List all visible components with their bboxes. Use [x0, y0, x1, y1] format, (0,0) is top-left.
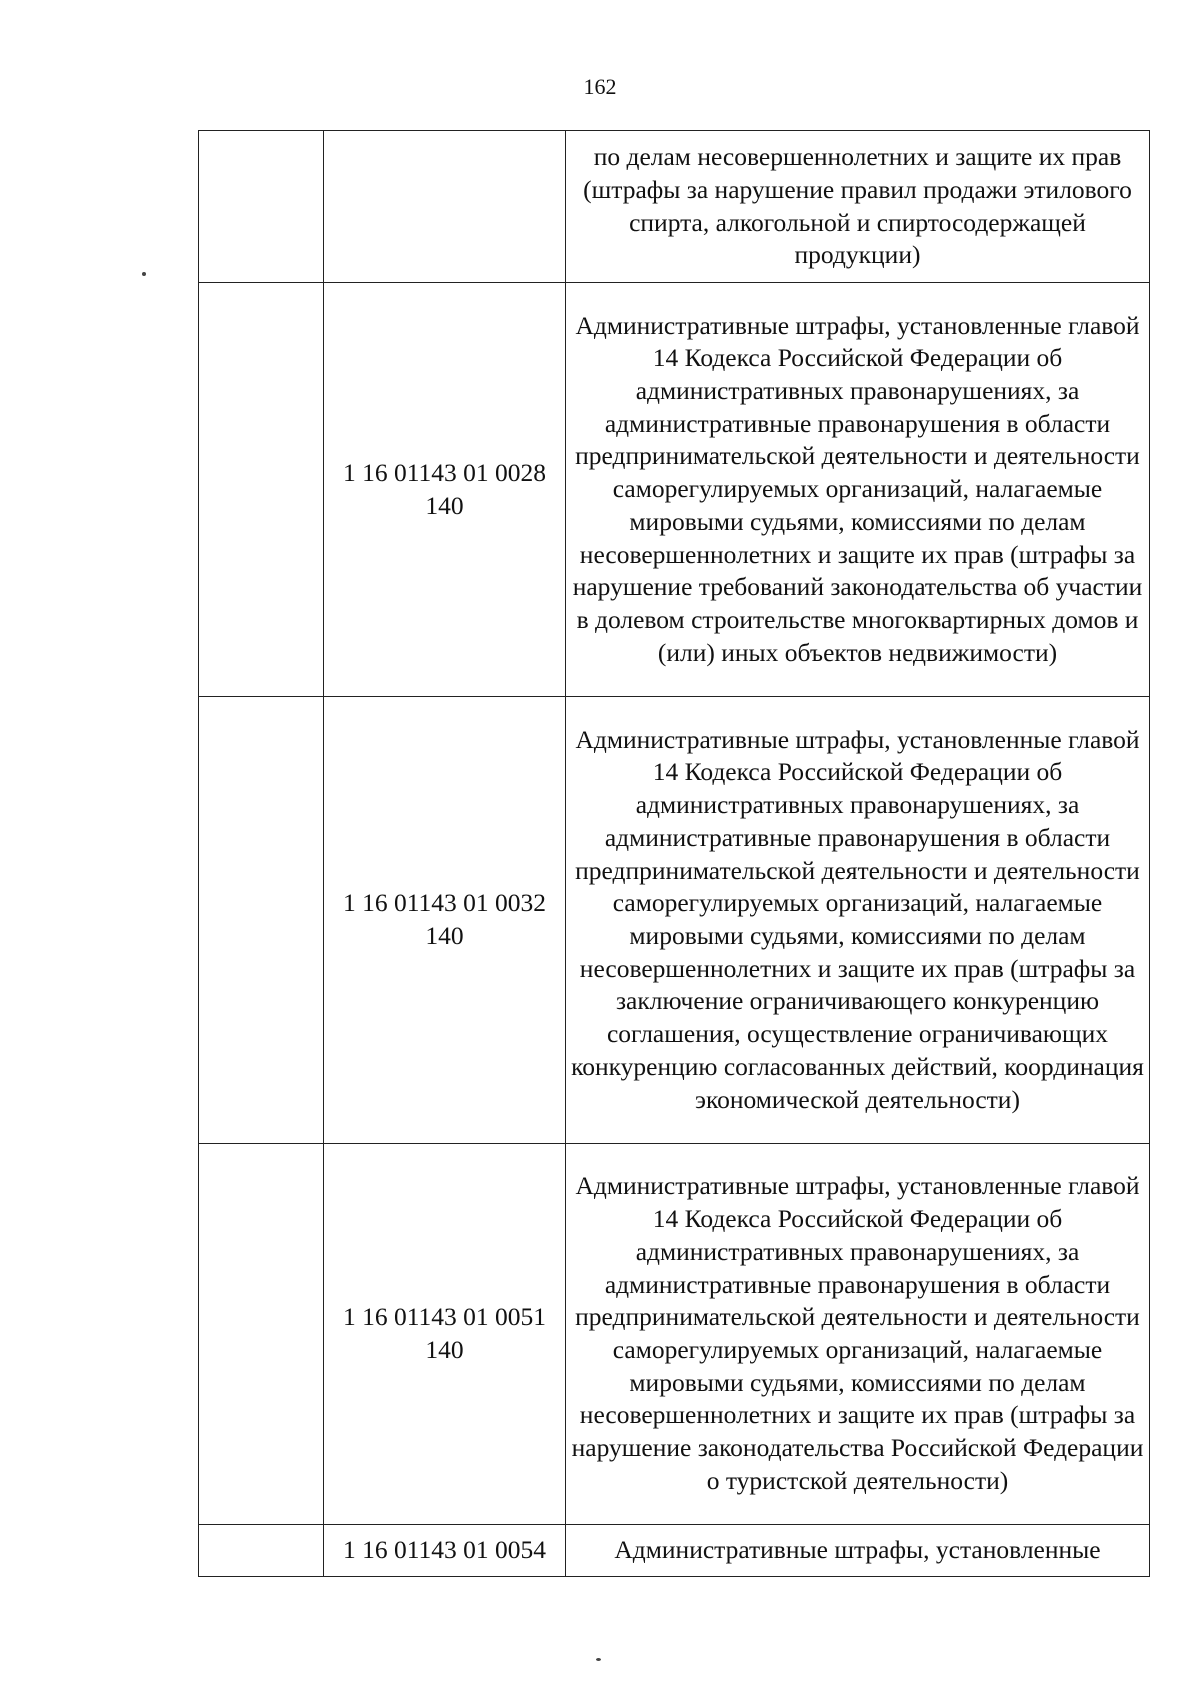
- description-cell: [566, 283, 1150, 697]
- code-line: 1 16 01143 01 0054: [342, 1535, 547, 1565]
- description-cell: [566, 1144, 1150, 1525]
- code-cell: [324, 697, 566, 1144]
- description-text: Административные штрафы, установленные главой 14 Кодекса Российской Федерации об административных правонарушениях, за административные правонарушения в области предпринимательской деятельности и деятельности саморегулируемых организаций, налагаемые мировыми судьями, комиссиями по делам несовершеннолетних и защите их прав (штрафы за нарушение законодательства Российской Федерации о туристской деятельности): [571, 1171, 1144, 1495]
- table-row: [199, 697, 1150, 1144]
- row-number-cell: [199, 131, 324, 283]
- description-text: Административные штрафы, установленные главой 14 Кодекса Российской Федерации об административных правонарушениях, за административные правонарушения в области предпринимательской деятельности и деятельности саморегулируемых организаций, налагаемые мировыми судьями, комиссиями по делам несовершеннолетних и защите их прав (штрафы за нарушение требований законодательства об участии в долевом строительстве многоквартирных домов и (или) иных объектов недвижимости): [572, 310, 1143, 667]
- code-cell: [324, 1525, 566, 1577]
- description-cell: [566, 131, 1150, 283]
- description-text: Административные штрафы, установленные главой 14 Кодекса Российской Федерации об административных правонарушениях, за административные правонарушения в области предпринимательской деятельности и деятельности саморегулируемых организаций, налагаемые мировыми судьями, комиссиями по делам несовершеннолетних и защите их прав (штрафы за заключение ограничивающего конкуренцию соглашения, осуществление ограничивающих конкуренцию согласованных действий, координация экономической деятельности): [571, 724, 1144, 1114]
- code-line: 1 16 01143 01 0028: [342, 457, 547, 487]
- table-row: [199, 1525, 1150, 1577]
- table-row: [199, 283, 1150, 697]
- description-cell: [566, 1525, 1150, 1577]
- description-cell: [566, 697, 1150, 1144]
- table-row: [199, 1144, 1150, 1525]
- table-row: [199, 131, 1150, 283]
- code-line: 1 16 01143 01 0051: [342, 1302, 547, 1332]
- description-text: по делам несовершеннолетних и защите их прав (штрафы за нарушение правил продажи этилового спирта, алкогольной и спиртосодержащей продукции): [583, 142, 1132, 270]
- row-number-cell: [199, 283, 324, 697]
- scan-speck: [596, 1658, 601, 1661]
- code-cell: [324, 131, 566, 283]
- row-number-cell: [199, 1144, 324, 1525]
- code-cell: [324, 283, 566, 697]
- code-cell: [324, 1144, 566, 1525]
- code-line: 1 16 01143 01 0032: [342, 888, 547, 918]
- code-line: 140: [425, 490, 464, 520]
- scan-speck: [142, 272, 146, 276]
- code-line: 140: [425, 921, 464, 950]
- page-number: 162: [583, 74, 617, 99]
- row-number-cell: [199, 697, 324, 1144]
- row-number-cell: [199, 1525, 324, 1577]
- budget-code-table: [198, 130, 1150, 1577]
- code-line: 140: [425, 1335, 464, 1364]
- description-text: Административные штрафы, установленные: [614, 1535, 1101, 1565]
